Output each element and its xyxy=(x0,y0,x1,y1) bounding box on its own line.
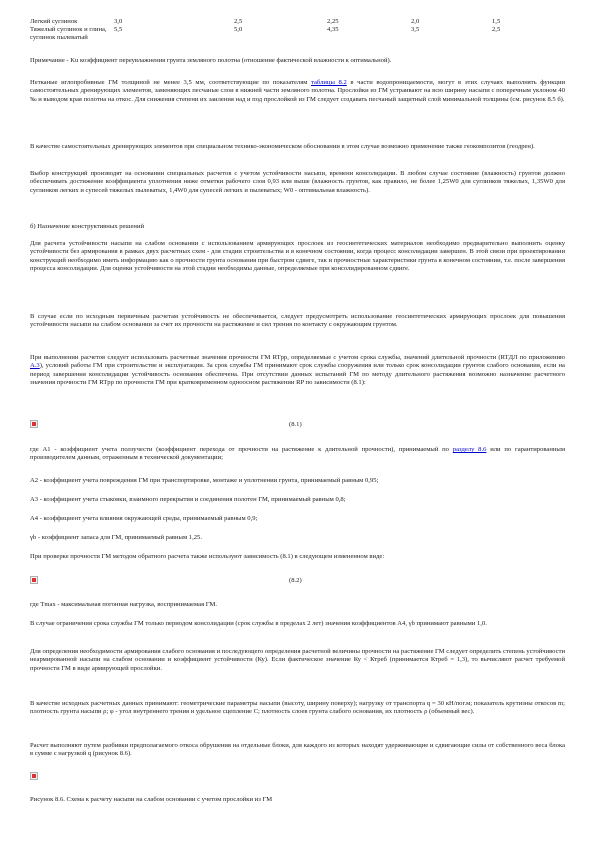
table-cell: 3,5 xyxy=(411,26,420,34)
link-table-8-2[interactable]: таблицы 8.2 xyxy=(311,79,347,86)
paragraph: где A1 - коэффициент учета ползучести (коэффициент перехода от прочности на растяжение к длительной прочности), принимаемый по разделу 8.6 или по гарантированным производителем данным, отраженным в технической документации; xyxy=(30,446,566,462)
equation-number: (8.2) xyxy=(289,577,302,584)
figure-caption: Рисунок 8.6. Схема к расчету насыпи на слабом основании с учетом прослойки из ГМ xyxy=(30,796,273,803)
paragraph: Для определения необходимости армирования слабого основания и последующего определения расчетной величины прочности на растяжение ГМ следует определить степень устойчивости неармированной насыпи на слабом основании и коэффициент устойчивости (Ку). Если фактическое значение Ку < Ктреб (принимается Ктреб = 1,3), то вычисляют расчет требуемой прочности ГМ в виде армирующей прослойки. xyxy=(30,648,565,672)
paragraph: γb - коэффициент запаса для ГМ, принимаемый равным 1,25. xyxy=(30,534,202,541)
table-cell: 2,0 xyxy=(411,18,420,25)
table-cell: 2,5 xyxy=(492,26,501,34)
table-cell: 1,5 xyxy=(492,18,501,25)
paragraph: В случае ограничения срока службы ГМ только периодом консолидации (срок службы в пределах 2 лет) значения коэффициентов A4, γb принимают равными 1,0. xyxy=(30,620,487,627)
table-note: Примечание - Ku коэффициент переувлажнения грунта земляного полотна (отношение фактической влажности к оптимальной). xyxy=(30,57,392,64)
table-cell-label: Легкий суглинок xyxy=(30,18,78,25)
paragraph: A4 - коэффициент учета влияния окружающей среды, принимаемый равным 0,9; xyxy=(30,515,258,522)
figure-8-6-image xyxy=(30,772,38,783)
broken-image-icon xyxy=(30,576,38,584)
table-cell: 3,0 xyxy=(114,18,123,25)
paragraph: где Tmax - максимальная погонная нагрузка, воспринимаемая ГМ. xyxy=(30,601,218,608)
equation-8-2 xyxy=(30,576,565,586)
paragraph: A2 - коэффициент учета повреждения ГМ при транспортировке, монтаже и уплотнении грунта, принимаемый равным 0,95; xyxy=(30,477,379,484)
table-cell-label: Тяжелый суглинок и глина, суглинок пылеватый xyxy=(30,26,107,42)
paragraph: В качестве самостоятельных дренирующих элементов при специальном технико-экономическом обосновании в этом случае возможно применение также геокомпозитов (геодрен). xyxy=(30,143,535,150)
paragraph: При выполнении расчетов следует использовать расчетные значения прочности ГМ RTрр, определяемые с учетом срока службы, значений длительной прочности (RTДЛ по приложению А.3), условий работы ГМ при строительстве и эксплуатации. За срок службы ГМ принимают срок службы сооружения или только срок консолидации грунтов слабого основания, если на период завершения консолидации устойчивость основания обеспечена. При отсутствии данных испытаний ГМ по методу длительного растяжения возможно назначение расчетного значения прочности ГМ RTрр по прочности ГМ при кратковременном одноосном растяжении RP по зависимости (8.1): xyxy=(30,354,565,387)
soil-coefficient-table xyxy=(30,18,565,43)
table-cell: 5,5 xyxy=(114,26,123,34)
paragraph: При проверке прочности ГМ методом обратного расчета также используют зависимость (8.1) в следующем измененном виде: xyxy=(30,553,385,560)
link-appendix-a3[interactable]: А.3 xyxy=(30,362,40,370)
paragraph: Расчет выполняют путем разбивки предполагаемого откоса обрушения на отдельные блоки, для каждого из которых находят удерживающие и сдвигающие силы от собственного веса блока в сумме с нагрузкой q (рисунок 8.6). xyxy=(30,742,565,758)
equation-8-1 xyxy=(30,420,565,430)
table-cell: 5,0 xyxy=(234,26,243,34)
paragraph: A3 - коэффициент учета стыковки, взаимного перекрытия и соединения полотен ГМ, принимаемый равным 0,8; xyxy=(30,496,346,503)
section-title: б) Назначение конструктивных решений xyxy=(30,223,145,230)
paragraph: В случае если по исходным первичным расчетам устойчивость не обеспечивается, следует предусмотреть использование геосинтетических армирующих прослоек для повышения устойчивости насыпи на слабом основании за счет их прочности на растяжение и сил трения по контакту с окружающим грунтом. xyxy=(30,313,565,329)
equation-number: (8.1) xyxy=(289,421,302,428)
paragraph: В качестве исходных расчетных данных принимают: геометрические параметры насыпи (высоту, ширину поверху); нагрузку от транспорта q = 30 кН/пог.м; показатель крутизны откосов m; плотность грунта насыпи ρ; φ - угол внутреннего трения и удельное сцепление C; плотность слоев грунта слабого основания, их плотность ρ (объемный вес). xyxy=(30,700,565,716)
table-cell: 4,35 xyxy=(327,26,339,34)
paragraph: Для расчета устойчивости насыпи на слабом основании с использованием армирующих прослоек из геосинтетических материалов необходимо предварительно выполнить оценку устойчивости без армирования в рамках двух расчетных схем - для стадии строительства и в конечном состоянии, когда процесс консолидации завершен. В этой связи при проектировании конструкций необходимо иметь информацию как о прочности грунта основания при быстром сдвиге, так и прочностные характеристики грунта в конечном состоянии, т.е. после завершения процесса консолидации. Для оценки устойчивости на этой стадии необходимы данные, определяемые при консолидированном сдвиге. xyxy=(30,240,565,273)
table-row xyxy=(30,26,565,42)
table-cell: 2,5 xyxy=(234,18,243,25)
paragraph: Нетканые иглопробивные ГМ толщиной не менее 3,5 мм, соответствующие по показателям таблицы 8.2 в части водопроницаемости, могут в этих случаях выполнять функции самостоятельных дренирующих элементов, заменяющих песчаные слои в нижней части земляного полотна. Прослойки из ГМ устраивают на всю ширину насыпи с поперечным уклоном 40 ‰ и выводом края полотна на откос. Для снижения степени их заиления над и под прослойкой из ГМ следует создавать песчаный защитный слой минимальной толщины (см. рисунок 8.5 б). xyxy=(30,79,565,103)
broken-image-icon xyxy=(30,772,38,780)
broken-image-icon xyxy=(30,420,38,428)
table-row xyxy=(30,18,565,26)
paragraph: Выбор конструкций производят на основании специальных расчетов с учетом устойчивости насыпи, времени консолидации. В любом случае состояние (влажность) грунтов должно обеспечивать достижение коэффициента уплотнения ниже отметки рабочего слоя 0,93 или выше (влажность грунтов, как правило, не более 1,25W0 для суглинков тяжелых, 1,35W0 для суглинков легких и супесей тяжелых пылеватых, 1,4W0 для супесей легких и пылеватых; W0 - оптимальная влажность). xyxy=(30,170,565,194)
table-cell: 2,25 xyxy=(327,18,339,25)
link-section-8-6[interactable]: разделу 8.6 xyxy=(452,446,487,453)
